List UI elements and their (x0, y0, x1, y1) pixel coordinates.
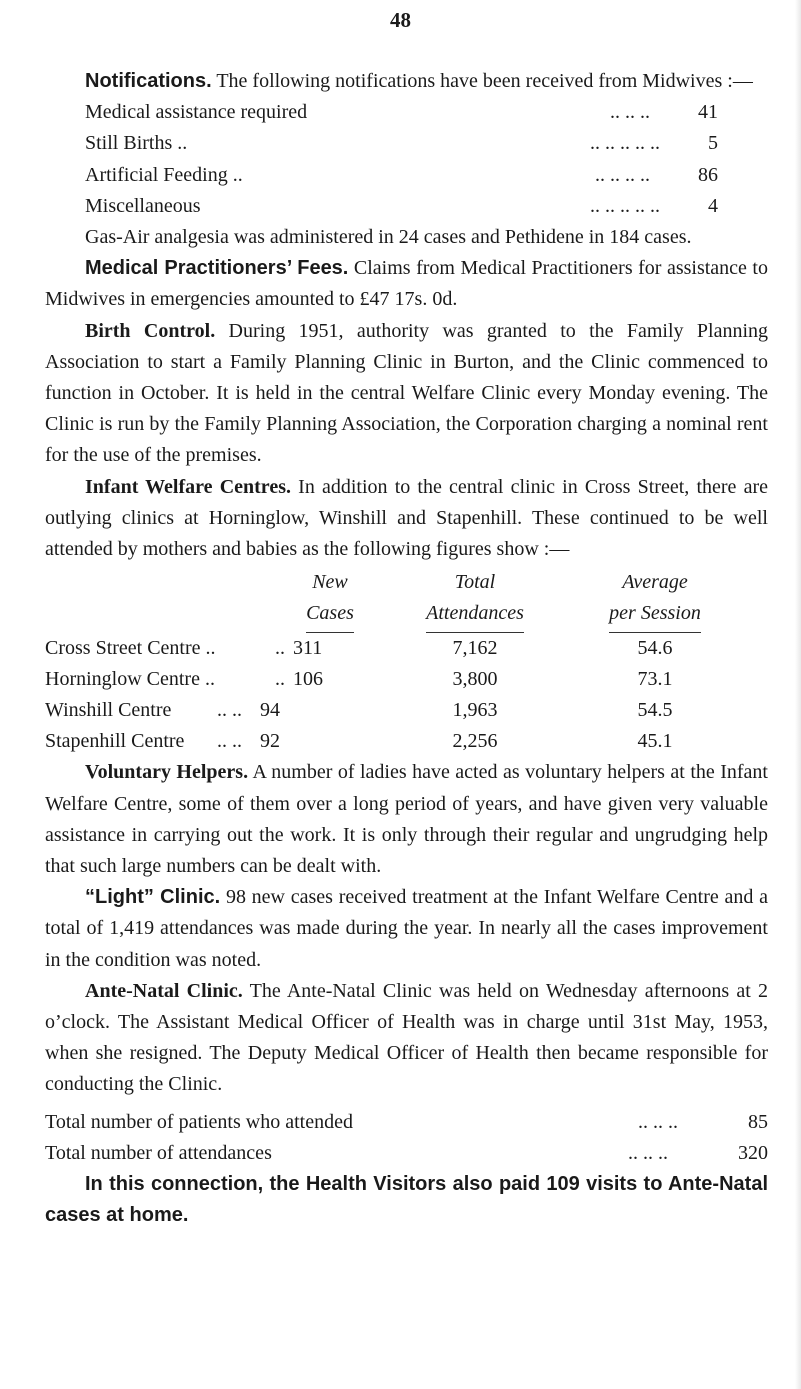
list-item (45, 1107, 768, 1138)
centre-name: Cross Street Centre .. (45, 636, 216, 659)
list-item-label: Medical assistance required (85, 101, 308, 124)
list-item (85, 191, 718, 222)
list-item (85, 97, 718, 128)
list-item-value: 41 (698, 101, 718, 124)
centre-label: Stapenhill Centre (45, 730, 185, 753)
table-row (45, 664, 745, 695)
fees-text: Claims from Medical Practitioners for assistance to Midwives in emergencies amounted to £47 17s. 0d. (45, 257, 768, 311)
new-cases: 92 (260, 730, 280, 753)
dot-leader: .. .. .. .. (595, 163, 650, 186)
header-average: Average (622, 571, 688, 594)
light-clinic-paragraph (45, 882, 768, 976)
new-cases: 94 (260, 699, 280, 721)
average-per-session: 73.1 (637, 667, 673, 690)
closing-paragraph: In this connection, the Health Visitors also paid 109 visits to Ante-Natal cases at home. (45, 1173, 768, 1227)
notifications-list (85, 97, 718, 222)
dot-leader: .. .. (217, 730, 242, 753)
list-item (85, 160, 718, 191)
centre-name: Horninglow Centre .. (45, 667, 215, 690)
table-row (45, 695, 745, 726)
voluntary-text: A number of ladies have acted as voluntary helpers at the Infant Welfare Centre, some of them over a long period of years, and have given very valuable assistance in carrying out the work. It is only through their regular and ungrudging help that such large numbers can be dealt with. (45, 761, 768, 878)
list-item-label: Artificial Feeding .. (85, 163, 243, 186)
list-item-value: 4 (708, 194, 718, 217)
notifications-paragraph (45, 66, 768, 97)
total-value: 320 (738, 1141, 768, 1164)
list-item-label: Miscellaneous (85, 194, 201, 217)
page-number: 48 (390, 8, 411, 32)
ante-natal-totals (45, 1107, 768, 1169)
header-per-session: per Session (609, 598, 701, 632)
voluntary-paragraph (45, 757, 768, 882)
light-clinic-heading: “Light” Clinic. (85, 886, 221, 909)
total-attendances: 7,162 (452, 636, 498, 659)
new-cases: 106 (293, 667, 323, 690)
header-attendances: Attendances (426, 598, 524, 632)
list-item-label: Still Births .. (85, 132, 188, 155)
list-item-value: 86 (698, 163, 718, 186)
dot-leader: .. .. .. (638, 1110, 678, 1133)
birth-control-paragraph (45, 316, 768, 472)
voluntary-heading: Voluntary Helpers. (85, 761, 249, 784)
document-body (45, 66, 768, 1231)
list-item (45, 1138, 768, 1169)
fees-heading: Medical Practitioners’ Fees. (85, 257, 349, 280)
dot-leader: .. .. .. .. .. (590, 132, 660, 155)
dot-leader: .. .. .. (628, 1141, 668, 1164)
total-attendances: 3,800 (452, 667, 498, 690)
table-row (45, 633, 745, 664)
table-row (45, 726, 745, 757)
dot-leader: .. (275, 667, 285, 690)
total-label: Total number of patients who attended (45, 1110, 353, 1133)
table-header-row (45, 598, 745, 632)
gas-air-paragraph: Gas-Air analgesia was administered in 24 cases and Pethidene in 184 cases. (85, 225, 692, 248)
dot-leader: .. .. (217, 699, 242, 721)
average-per-session: 54.6 (637, 636, 673, 659)
dot-leader: .. (275, 636, 285, 659)
infant-welfare-heading: Infant Welfare Centres. (85, 475, 291, 498)
total-value: 85 (748, 1110, 768, 1133)
birth-control-text: During 1951, authority was granted to the Family Planning Association to start a Family Planning Clinic in Burton, and the Clinic commenced to function in October. It is held in the central Welfare Clinic every Monday evening. The Clinic is run by the Family Planning Association, the Corporation charging a nominal rent for the use of the premises. (45, 319, 768, 467)
header-total: Total (454, 571, 496, 594)
centre-label: Winshill Centre (45, 699, 172, 721)
light-clinic-text: 98 new cases received treatment at the Infant Welfare Centre and a total of 1,419 attendances was made during the year. In nearly all the cases improvement in the condition was noted. (45, 886, 769, 971)
page-edge-shadow (795, 0, 801, 1389)
dot-leader: .. .. .. (610, 101, 650, 124)
header-cases: Cases (306, 598, 354, 632)
notifications-intro: The following notifications have been received from Midwives :— (216, 70, 753, 92)
total-attendances: 2,256 (452, 730, 498, 753)
ante-natal-text: The Ante-Natal Clinic was held on Wednesday afternoons at 2 o’clock. The Assistant Medical Officer of Health was in charge until 31st May, 1953, when she resigned. The Deputy Medical Officer of Health then became responsible for conducting the Clinic. (45, 979, 769, 1096)
notifications-heading: Notifications. (85, 70, 212, 92)
ante-natal-heading: Ante-Natal Clinic. (85, 979, 243, 1002)
average-per-session: 45.1 (637, 730, 673, 753)
infant-welfare-text: In addition to the central clinic in Cross Street, there are outlying clinics at Horninglow, Winshill and Stapenhill. These continued to be well attended by mothers and babies as the following figures show :— (45, 475, 768, 560)
table-header-row (45, 567, 745, 598)
total-attendances: 1,963 (452, 699, 498, 721)
fees-paragraph (45, 253, 768, 315)
infant-welfare-paragraph (45, 472, 768, 566)
average-per-session: 54.5 (637, 699, 673, 721)
dot-leader: .. .. .. .. .. (590, 194, 660, 217)
birth-control-heading: Birth Control. (85, 319, 216, 342)
ante-natal-paragraph (45, 976, 768, 1101)
list-item (85, 128, 718, 159)
attendance-table (45, 567, 745, 757)
new-cases: 311 (293, 636, 323, 659)
total-label: Total number of attendances (45, 1141, 272, 1164)
list-item-value: 5 (708, 132, 718, 155)
header-new: New (312, 571, 348, 594)
